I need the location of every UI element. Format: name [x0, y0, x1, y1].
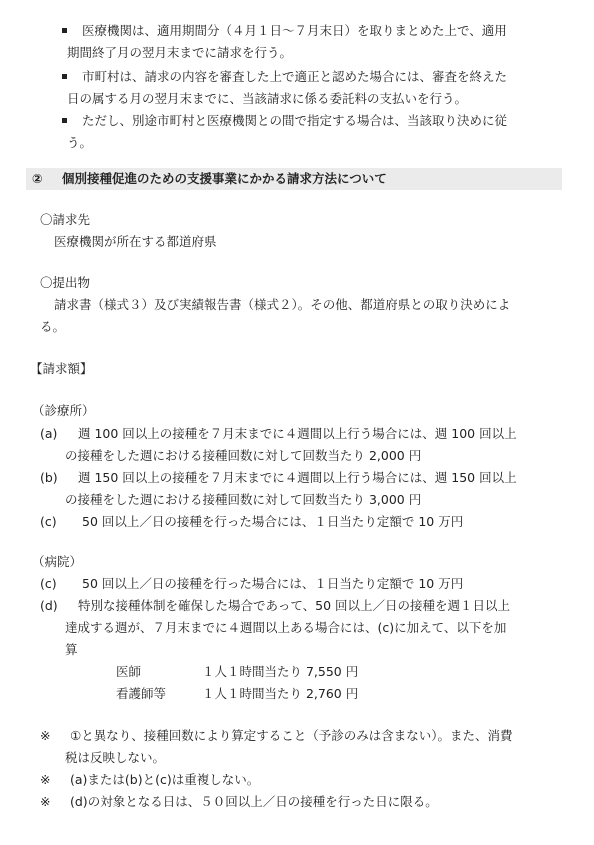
- item-text: の接種をした週における接種回数に対して回数当たり 3,000 円: [65, 492, 422, 507]
- bullet-marker: [62, 74, 67, 79]
- section-number: ②: [32, 171, 43, 186]
- amount-heading: 【請求額】: [30, 361, 93, 376]
- item-text: 算: [65, 642, 78, 657]
- rate-role: 医師: [116, 664, 142, 679]
- item-label: (d): [40, 598, 58, 613]
- hospital-heading: （病院）: [32, 554, 83, 569]
- clinic-heading: （診療所）: [32, 403, 95, 418]
- note-mark: ※: [40, 794, 51, 809]
- item-label: (c): [40, 576, 57, 591]
- rate-amount: １人１時間当たり 7,550 円: [202, 664, 359, 679]
- note-text: ①と異なり、接種回数により算定すること（予診のみは含まない）。また、消費: [70, 728, 513, 743]
- item-text: 週 100 回以上の接種を７月末までに４週間以上行う場合には、週 100 回以上: [78, 426, 517, 441]
- bullet-text: 日の属する月の翌月末までに、当該請求に係る委託料の支払いを行う。: [67, 91, 468, 106]
- bullet-text: 市町村は、請求の内容を審査した上で適正と認めた場合には、審査を終えた: [82, 69, 508, 84]
- note-text: (a)または(b)と(c)は重複しない。: [70, 772, 260, 787]
- submission-text: る。: [40, 319, 66, 334]
- bullet-marker: [62, 118, 67, 123]
- submission-text: 請求書（様式３）及び実績報告書（様式２）。その他、都道府県との取り決めによ: [54, 297, 511, 312]
- bullet-marker: [62, 28, 67, 33]
- item-label: (a): [40, 426, 58, 441]
- item-label: (c): [40, 514, 57, 529]
- note-text: 税は反映しない。: [65, 750, 166, 765]
- item-text: 50 回以上／日の接種を行った場合には、１日当たり定額で 10 万円: [82, 576, 464, 591]
- bullet-text: 期間終了月の翌月末までに請求を行う。: [67, 45, 293, 60]
- submission-heading: 〇提出物: [40, 275, 91, 290]
- item-text: 特別な接種体制を確保した場合であって、50 回以上／日の接種を週１日以上: [78, 598, 511, 613]
- item-text: 達成する週が、７月末までに４週間以上ある場合には、(c)に加えて、以下を加: [65, 620, 507, 635]
- billing-to-text: 医療機関が所在する都道府県: [54, 234, 217, 249]
- item-text: 50 回以上／日の接種を行った場合には、１日当たり定額で 10 万円: [82, 514, 464, 529]
- item-text: 週 150 回以上の接種を７月末までに４週間以上行う場合には、週 150 回以上: [78, 470, 517, 485]
- rate-role: 看護師等: [116, 686, 167, 701]
- bullet-text: ただし、別途市町村と医療機関との間で指定する場合は、当該取り決めに従: [82, 113, 508, 128]
- rate-amount: １人１時間当たり 2,760 円: [202, 686, 359, 701]
- note-mark: ※: [40, 772, 51, 787]
- billing-to-heading: 〇請求先: [40, 212, 91, 227]
- note-mark: ※: [40, 728, 51, 743]
- note-text: (d)の対象となる日は、５０回以上／日の接種を行った日に限る。: [70, 794, 438, 809]
- item-text: の接種をした週における接種回数に対して回数当たり 2,000 円: [65, 448, 422, 463]
- item-label: (b): [40, 470, 58, 485]
- bullet-text: う。: [67, 135, 93, 150]
- section-title: 個別接種促進のための支援事業にかかる請求方法について: [62, 171, 387, 186]
- bullet-text: 医療機関は、適用期間分（４月１日～７月末日）を取りまとめた上で、適用: [82, 23, 507, 38]
